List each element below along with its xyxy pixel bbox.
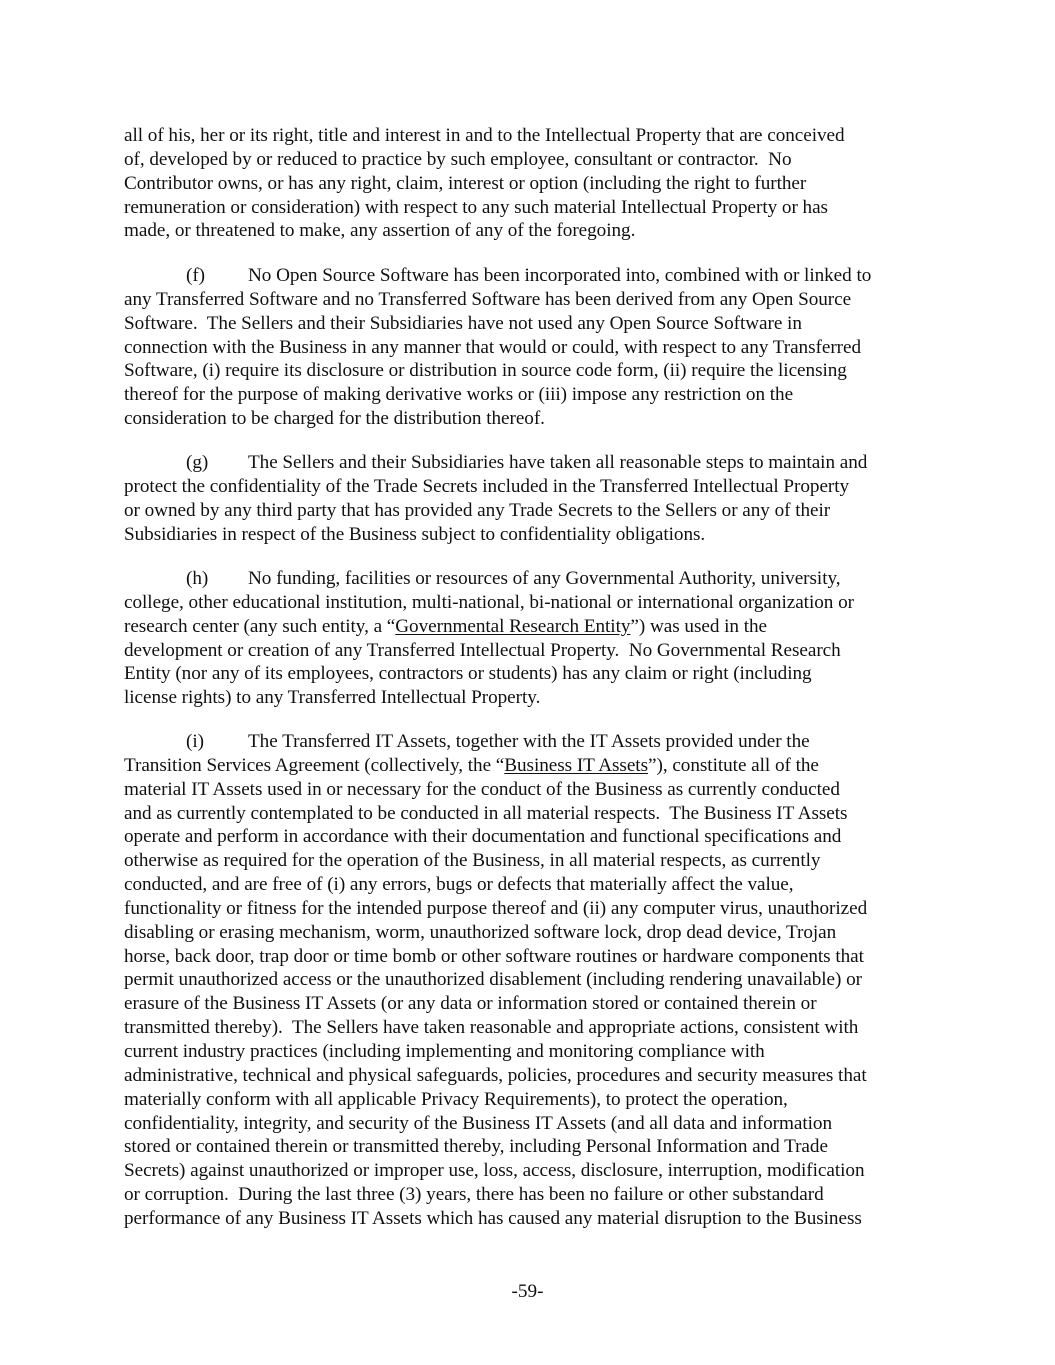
text-line	[124, 992, 944, 1016]
paragraph-f-open-source	[124, 264, 944, 431]
line-text: Subsidiaries in respect of the Business subject to confidentiality obligations.	[124, 523, 706, 545]
text-line	[124, 523, 944, 547]
line-text: transmitted thereby). The Sellers have taken reasonable and appropriate actions, consistent with	[124, 1017, 859, 1039]
text-line	[124, 1135, 944, 1159]
line-text: operate and perform in accordance with their documentation and functional specifications and	[124, 826, 842, 848]
text-line	[124, 778, 944, 802]
text-line	[124, 312, 944, 336]
text-line	[124, 288, 944, 312]
defined-term: Business IT Assets	[504, 754, 649, 776]
line-text: No Open Source Software has been incorporated into, combined with or linked to	[248, 265, 872, 286]
line-text: permit unauthorized access or the unauthorized disablement (including rendering unavailable) or	[124, 969, 862, 991]
line-text: Secrets) against unauthorized or improper use, loss, access, disclosure, interruption, modification	[124, 1160, 865, 1182]
text-line	[124, 383, 944, 407]
line-text: The Sellers and their Subsidiaries have taken all reasonable steps to maintain and	[248, 452, 868, 473]
line-text: stored or contained therein or transmitted thereby, including Personal Information and Trade	[124, 1136, 828, 1158]
line-text: material IT Assets used in or necessary for the conduct of the Business as currently conducted	[124, 778, 840, 800]
text-line	[124, 1112, 944, 1136]
line-text: Software, (i) require its disclosure or distribution in source code form, (ii) require the licensing	[124, 360, 847, 382]
line-text: license rights) to any Transferred Intellectual Property.	[124, 687, 541, 709]
line-text: current industry practices (including implementing and monitoring compliance with	[124, 1040, 765, 1062]
line-text: or owned by any third party that has provided any Trade Secrets to the Sellers or any of their	[124, 499, 831, 521]
line-text: Transition Services Agreement (collectively, the “	[124, 754, 505, 776]
text-line	[124, 567, 944, 591]
paragraph-i-business-it-assets	[124, 730, 944, 1231]
line-text: confidentiality, integrity, and security of the Business IT Assets (and all data and information	[124, 1112, 832, 1134]
text-line	[124, 591, 944, 615]
line-text: horse, back door, trap door or time bomb or other software routines or hardware components that	[124, 945, 864, 967]
line-text: Contributor owns, or has any right, claim, interest or option (including the right to further	[124, 172, 807, 194]
text-line	[124, 1183, 944, 1207]
text-line	[124, 730, 944, 754]
page-number: -59-	[511, 1281, 544, 1302]
line-text: performance of any Business IT Assets which has caused any material disruption to the Business	[124, 1207, 862, 1229]
text-line	[124, 897, 944, 921]
text-line	[124, 686, 944, 710]
line-text: any Transferred Software and no Transferred Software has been derived from any Open Source	[124, 288, 852, 310]
paragraph-g-trade-secrets	[124, 451, 944, 546]
defined-term: Governmental Research Entity	[395, 615, 631, 637]
text-line	[124, 1016, 944, 1040]
text-line	[124, 1207, 944, 1231]
paragraph-label: (h)	[186, 568, 209, 589]
text-line	[124, 921, 944, 945]
text-line	[124, 475, 944, 499]
text-line	[124, 1159, 944, 1183]
text-line	[124, 336, 944, 360]
text-line	[124, 124, 944, 148]
text-line	[124, 451, 944, 475]
text-line	[124, 172, 944, 196]
line-text: The Transferred IT Assets, together with the IT Assets provided under the	[248, 731, 810, 752]
text-line	[124, 1088, 944, 1112]
text-line	[124, 639, 944, 663]
line-text: made, or threatened to make, any assertion of any of the foregoing.	[124, 220, 636, 242]
text-line	[124, 359, 944, 383]
paragraph-label: (g)	[186, 452, 209, 473]
line-text: remuneration or consideration) with respect to any such material Intellectual Property or has	[124, 196, 828, 218]
text-line	[124, 264, 944, 288]
text-line	[124, 499, 944, 523]
text-line	[124, 662, 944, 686]
line-text: materially conform with all applicable Privacy Requirements), to protect the operation,	[124, 1088, 788, 1110]
line-text: or corruption. During the last three (3) years, there has been no failure or other substandard	[124, 1184, 824, 1206]
text-line	[124, 825, 944, 849]
line-text: ”), constitute all of the	[648, 754, 819, 776]
text-line	[124, 802, 944, 826]
line-text: Software. The Sellers and their Subsidiaries have not used any Open Source Software in	[124, 312, 802, 334]
line-text: disabling or erasing mechanism, worm, unauthorized software lock, drop dead device, Trojan	[124, 921, 837, 943]
line-text: No funding, facilities or resources of any Governmental Authority, university,	[248, 568, 841, 589]
line-text: all of his, her or its right, title and interest in and to the Intellectual Property that are conceived	[124, 125, 845, 146]
line-text: college, other educational institution, multi-national, bi-national or international organization or	[124, 591, 854, 613]
line-text: research center (any such entity, a “	[124, 615, 396, 637]
text-line	[124, 873, 944, 897]
line-text: conducted, and are free of (i) any errors, bugs or defects that materially affect the value,	[124, 874, 794, 896]
paragraph-label: (f)	[186, 265, 206, 286]
line-text: administrative, technical and physical safeguards, policies, procedures and security measures that	[124, 1064, 867, 1086]
line-text: functionality or fitness for the intended purpose thereof and (ii) any computer virus, unauthorized	[124, 897, 868, 919]
text-line	[124, 849, 944, 873]
text-line	[124, 968, 944, 992]
line-text: Entity (nor any of its employees, contractors or students) has any claim or right (including	[124, 663, 812, 685]
line-text: consideration to be charged for the distribution thereof.	[124, 408, 545, 430]
text-line	[124, 754, 944, 778]
line-text: protect the confidentiality of the Trade Secrets included in the Transferred Intellectual Property	[124, 475, 850, 497]
text-line	[124, 407, 944, 431]
line-text: thereof for the purpose of making derivative works or (iii) impose any restriction on the	[124, 384, 794, 406]
line-text: connection with the Business in any manner that would or could, with respect to any Transferred	[124, 336, 862, 358]
line-text: otherwise as required for the operation of the Business, in all material respects, as currently	[124, 850, 821, 872]
text-line	[124, 945, 944, 969]
paragraph-label: (i)	[186, 731, 204, 752]
line-text: of, developed by or reduced to practice by such employee, consultant or contractor. No	[124, 148, 792, 170]
line-text: erasure of the Business IT Assets (or any data or information stored or contained therein or	[124, 993, 817, 1015]
text-line	[124, 148, 944, 172]
text-line	[124, 615, 944, 639]
paragraph-h-governmental-research	[124, 567, 944, 710]
paragraph-continuation	[124, 124, 944, 243]
text-line	[124, 196, 944, 220]
text-line	[124, 1040, 944, 1064]
text-line	[124, 1064, 944, 1088]
text-line	[124, 219, 944, 243]
line-text: ”) was used in the	[630, 615, 767, 637]
line-text: and as currently contemplated to be conducted in all material respects. The Business IT Assets	[124, 802, 848, 824]
line-text: development or creation of any Transferred Intellectual Property. No Governmental Research	[124, 639, 841, 661]
